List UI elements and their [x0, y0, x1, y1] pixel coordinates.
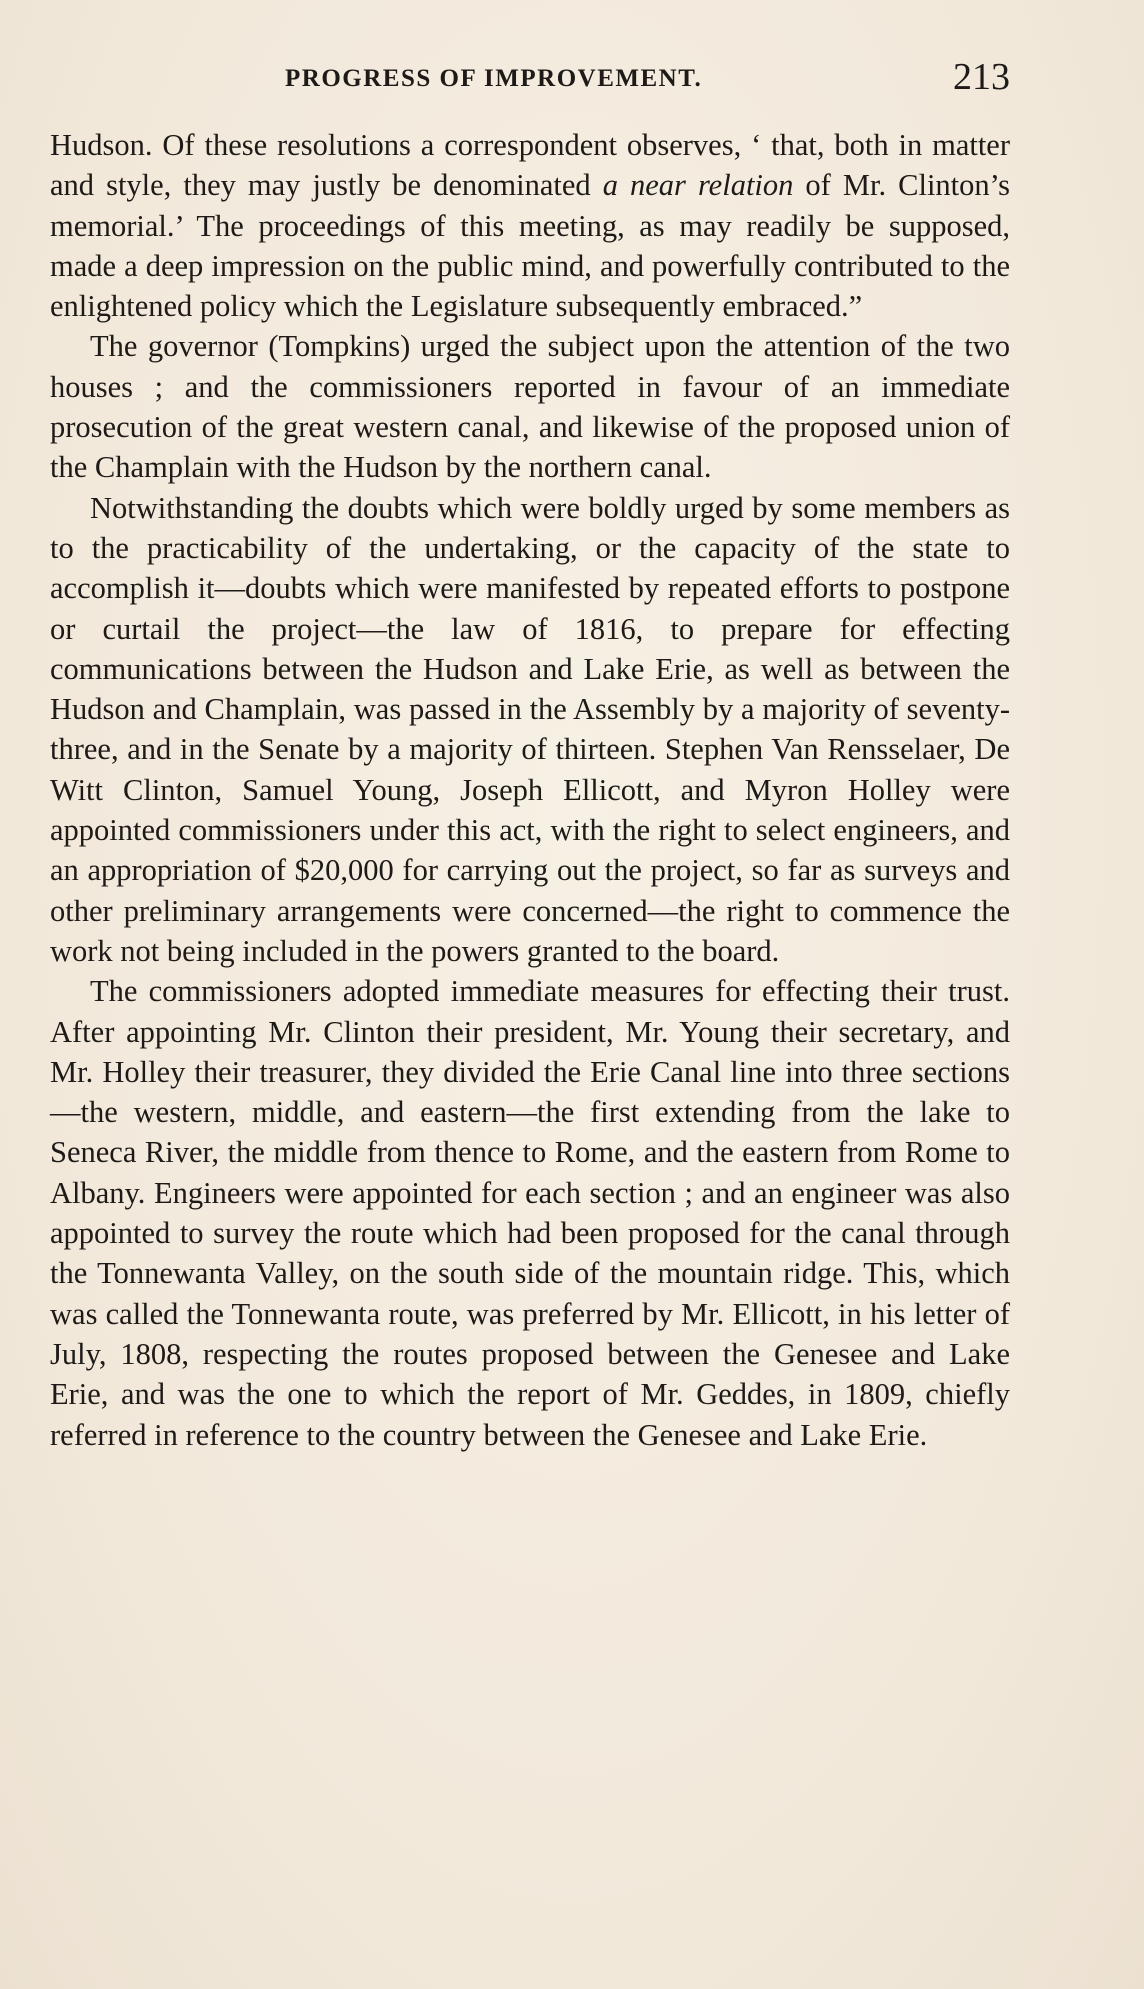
paragraph-2: The governor (Tompkins) urged the subject upon the attention of the two houses ; and the commissioners reported in favour of an immediate prosecution of the great western canal, and likewise of the proposed union of the Champlain with the Hudson by the northern canal. — [50, 329, 1010, 485]
page-header — [50, 55, 1010, 105]
paragraph-1 — [50, 125, 1010, 326]
running-head: PROGRESS OF IMPROVEMENT. — [285, 65, 703, 92]
paragraph-3: Notwithstanding the doubts which were boldly urged by some members as to the practicability of the undertaking, or the capacity of the state to accomplish it—doubts which were manifested by repeated efforts to postpone or curtail the project—the law of 1816, to prepare for effecting communications between the Hudson and Lake Erie, as well as between the Hudson and Champlain, was passed in the Assembly by a majority of seventy-three, and in the Senate by a majority of thirteen. Stephen Van Rensselaer, De Witt Clinton, Samuel Young, Joseph Ellicott, and Myron Holley were appointed commissioners under this act, with the right to select engineers, and an appropriation of $20,000 for carrying out the project, so far as surveys and other preliminary arrangements were concerned—the right to commence the work not being included in the powers granted to the board. — [50, 490, 1010, 968]
paragraph-1-emphasis: a near relation — [602, 168, 794, 203]
paragraph-1-text-after: of Mr. Clinton’s memorial.’ The proceedings of this meeting, as may readily be supposed, made a deep impression on the public mind, and powerfully contributed to the enlightened policy which the Legislature subsequently embraced.” — [50, 168, 1010, 324]
page-number: 213 — [953, 56, 1010, 98]
paragraph-4: The commissioners adopted immediate measures for effecting their trust. After appointing Mr. Clinton their president, Mr. Young their secretary, and Mr. Holley their treasurer, they divided the Erie Canal line into three sections—the western, middle, and eastern—the first extending from the lake to Seneca River, the middle from thence to Rome, and the eastern from Rome to Albany. Engineers were appointed for each section ; and an engineer was also appointed to survey the route which had been proposed for the canal through the Tonnewanta Valley, on the south side of the mountain ridge. This, which was called the Tonnewanta route, was preferred by Mr. Ellicott, in his letter of July, 1808, respecting the routes proposed between the Genesee and Lake Erie, and was the one to which the report of Mr. Geddes, in 1809, chiefly referred in reference to the country between the Genesee and Lake Erie. — [50, 974, 1010, 1452]
paragraph-1-text-before: Hudson. Of these resolutions a correspondent observes, ‘ that, both in matter and style, they may justly be denominated — [50, 128, 1010, 203]
body-text — [50, 125, 1010, 1455]
